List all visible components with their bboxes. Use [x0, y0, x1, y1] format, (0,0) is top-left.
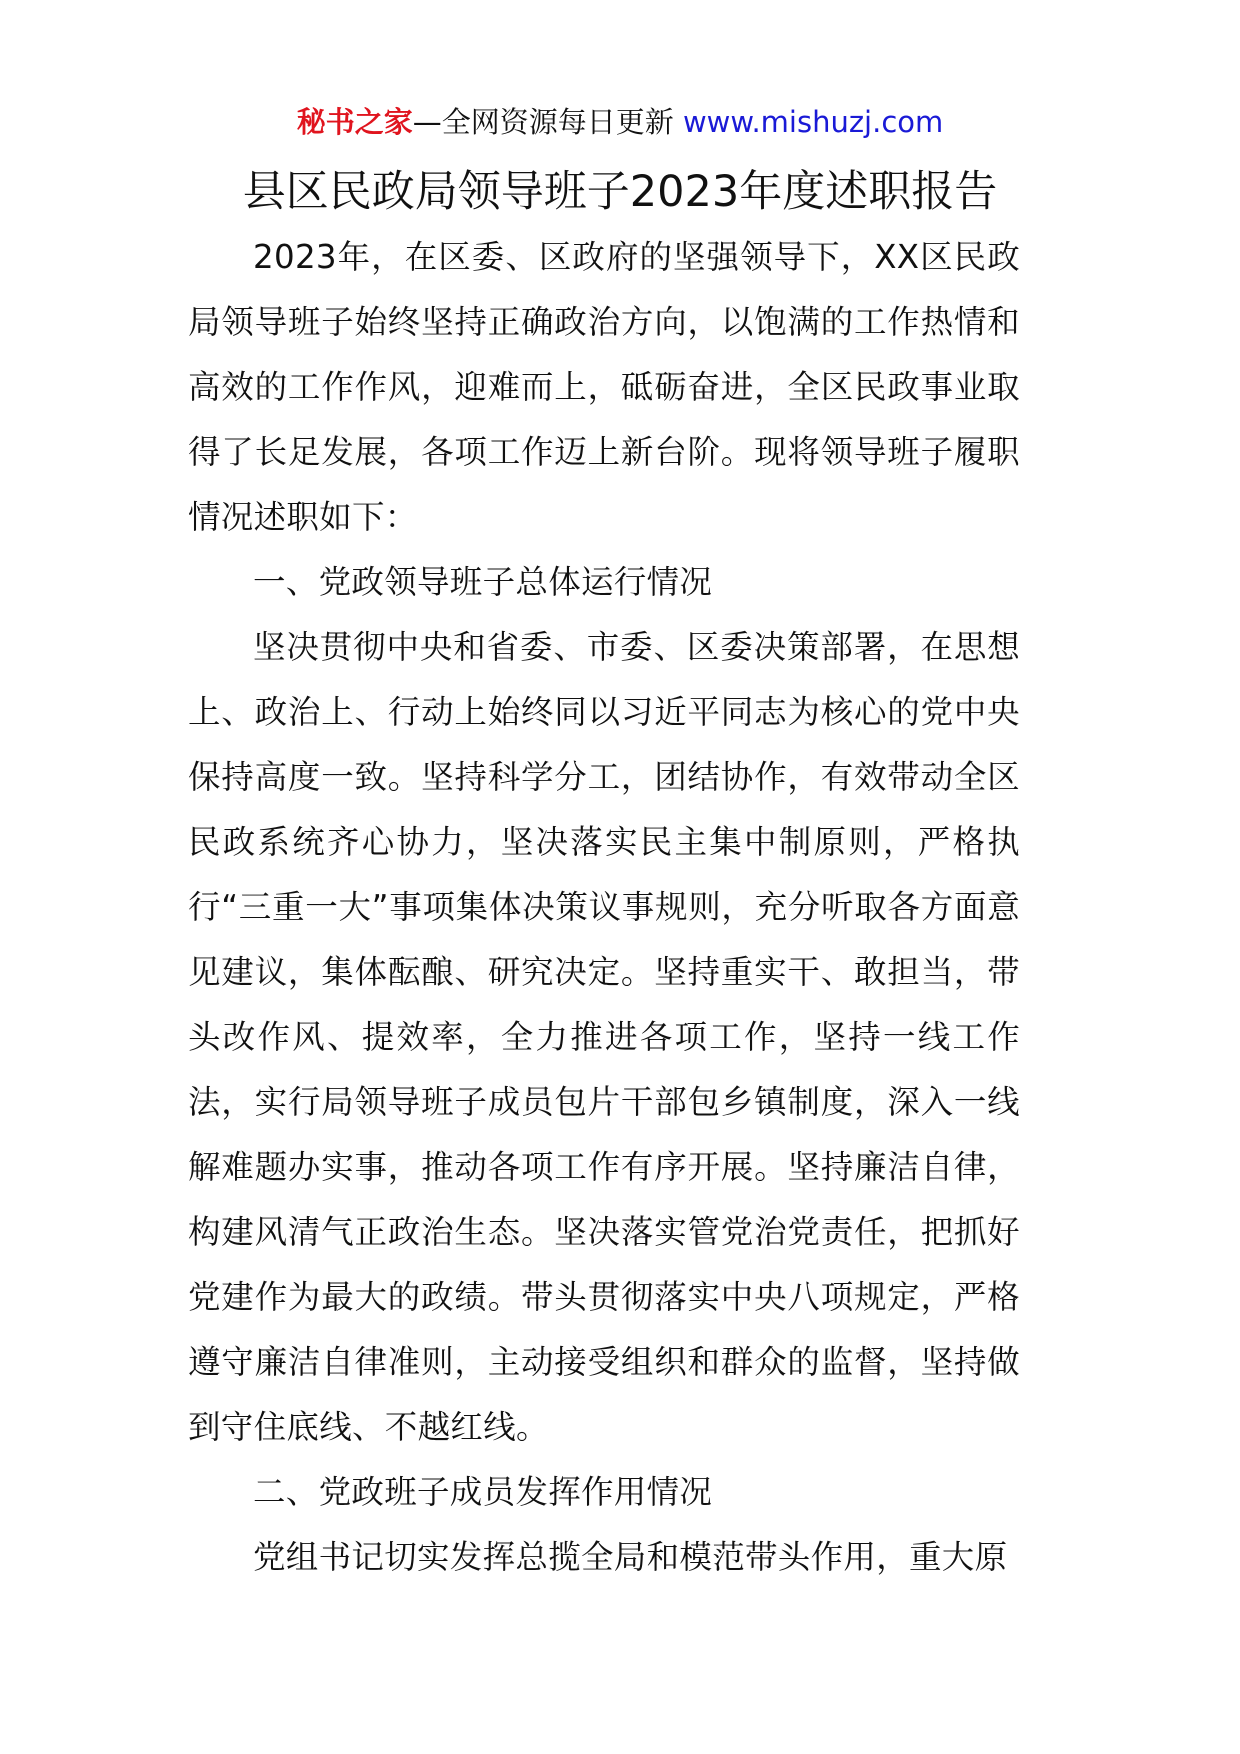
- section-heading-2: 二、党政班子成员发挥作用情况: [253, 1473, 713, 1511]
- site-header: [0, 102, 1240, 142]
- paragraph-section-2: 党组书记切实发挥总揽全局和模范带头作用，重大原: [253, 1538, 1008, 1576]
- paragraph-section-1: 坚决贯彻中央和省委、市委、区委决策部署，在思想上、政治上、行动上始终同以习近平同志为核心的党中央保持高度一致。坚持科学分工，团结协作，有效带动全区民政系统齐心协力，坚决落实民主集中制原则，严格执行“三重一大”事项集体决策议事规则，充分听取各方面意见建议，集体酝酿、研究决定。坚持重实干、敢担当，带头改作风、提效率，全力推进各项工作，坚持一线工作法，实行局领导班子成员包片干部包乡镇制度，深入一线解难题办实事，推动各项工作有序开展。坚持廉洁自律，构建风清气正政治生态。坚决落实管党治党责任，把抓好党建作为最大的政绩。带头贯彻落实中央八项规定，严格遵守廉洁自律准则，主动接受组织和群众的监督，坚持做到守住底线、不越红线。: [188, 628, 1020, 1446]
- section-heading-1: 一、党政领导班子总体运行情况: [253, 563, 713, 601]
- document-title: 县区民政局领导班子2023年度述职报告: [242, 167, 998, 217]
- site-brand: 秘书之家: [296, 105, 413, 139]
- site-tagline: —全网资源每日更新: [412, 105, 674, 139]
- document-body: [188, 225, 1020, 1590]
- paragraph-intro: 2023年，在区委、区政府的坚强领导下，XX区民政局领导班子始终坚持正确政治方向，以饱满的工作热情和高效的工作作风，迎难而上，砥砺奋进，全区民政事业取得了长足发展，各项工作迈上新台阶。现将领导班子履职情况述职如下：: [188, 238, 1020, 536]
- site-url: www.mishuzj.com: [682, 105, 944, 139]
